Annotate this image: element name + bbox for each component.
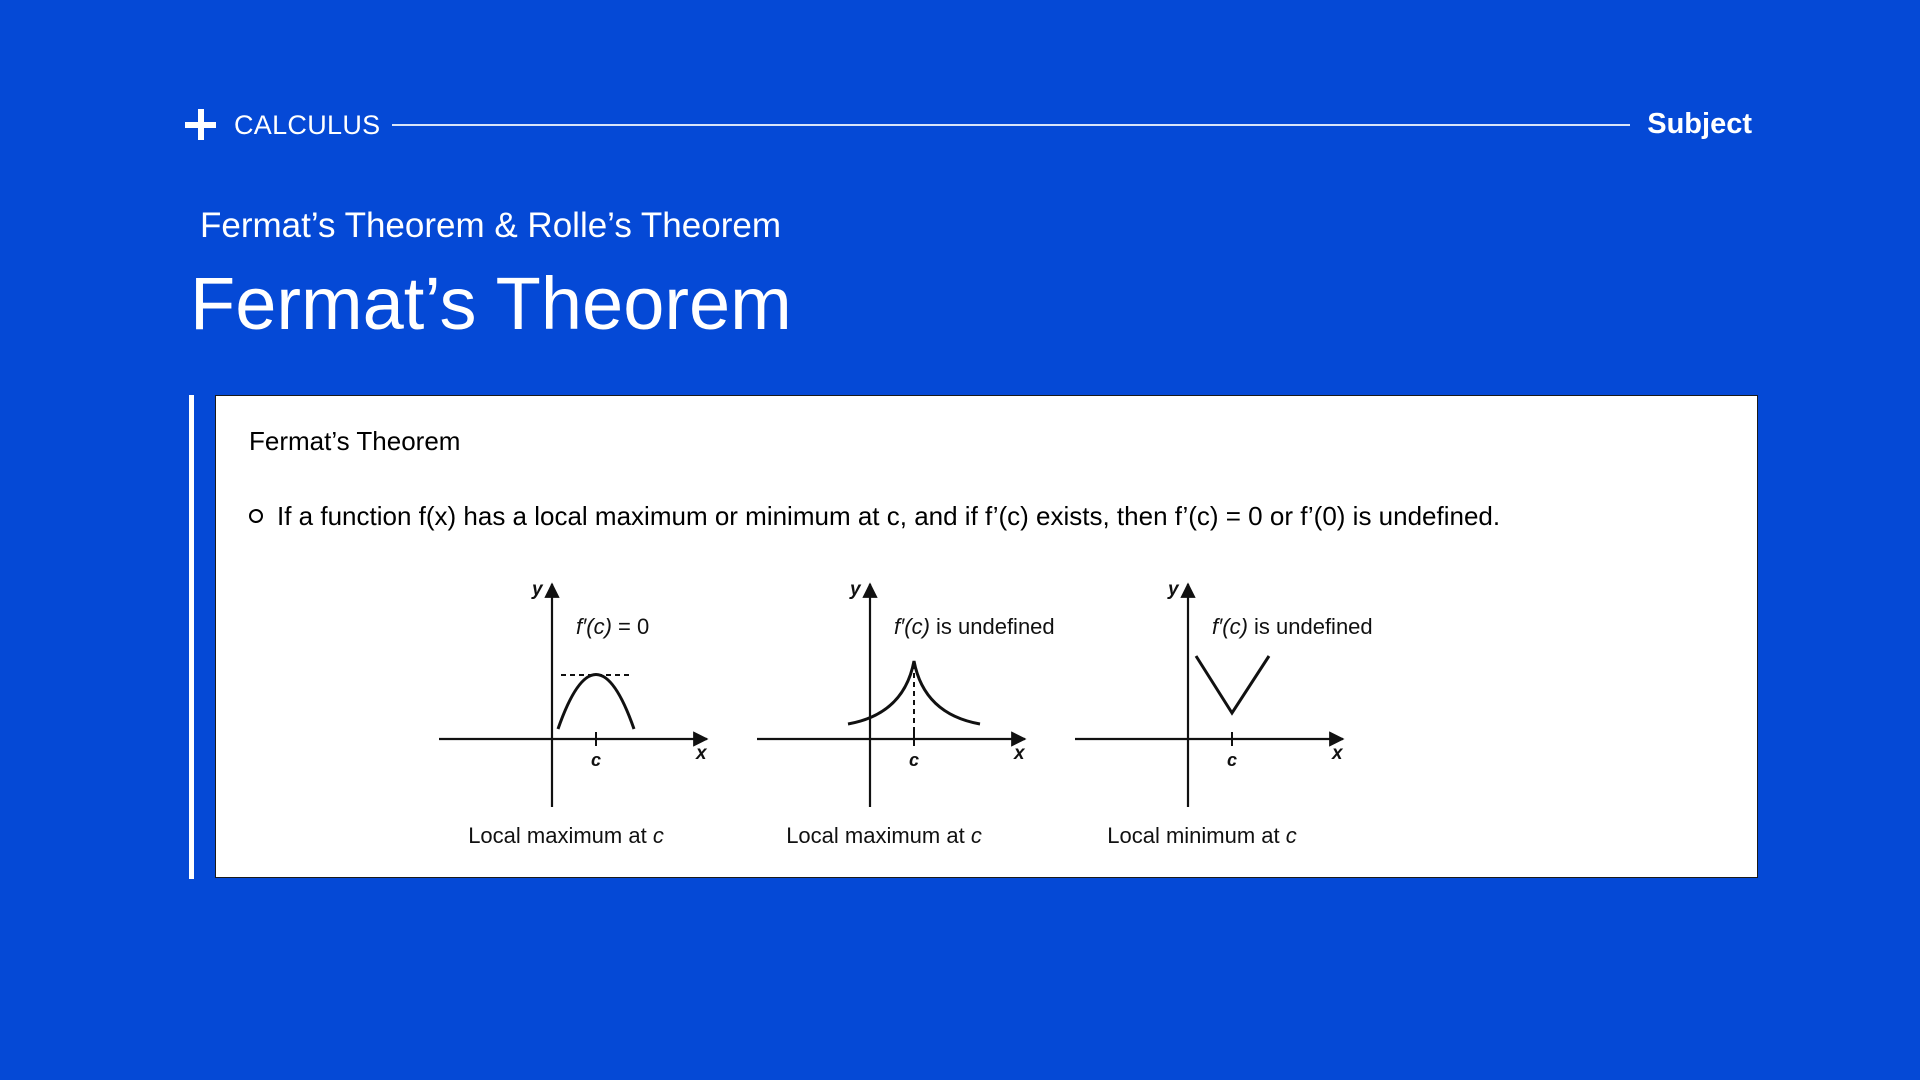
y-axis-label: y — [1168, 579, 1179, 600]
graph-smooth-maximum — [439, 579, 708, 848]
condition-label: f′(c) is undefined — [1212, 614, 1373, 639]
bullet-text: If a function f(x) has a local maximum or minimum at c, and if f’(c) exists, then f’(c) = 0 or f’(0) is undefined. — [277, 501, 1501, 531]
graph-caption: Local maximum at c — [786, 823, 982, 848]
section-label: CALCULUS — [234, 110, 381, 140]
c-label: c — [1226, 750, 1238, 770]
accent-bar — [189, 395, 194, 879]
x-axis-label: x — [696, 743, 707, 764]
fermat-graphs-figure — [216, 396, 1757, 877]
graph-cusp-maximum — [757, 579, 1055, 848]
card-heading: Fermat’s Theorem — [249, 426, 461, 456]
page-title: Fermat’s Theorem — [190, 262, 792, 345]
condition-label: f′(c) is undefined — [894, 614, 1055, 639]
graph-caption: Local maximum at c — [468, 823, 664, 848]
page-subtitle: Fermat’s Theorem & Rolle’s Theorem — [200, 206, 781, 245]
curve — [558, 675, 634, 730]
curve — [1196, 656, 1269, 713]
y-axis-label: y — [532, 579, 543, 600]
subject-label: Subject — [1647, 108, 1752, 140]
plus-icon — [185, 109, 216, 140]
condition-label: f′(c) = 0 — [576, 614, 650, 639]
content-card — [215, 395, 1758, 878]
x-axis-label: x — [1014, 743, 1025, 764]
c-label: c — [590, 750, 602, 770]
graph-caption: Local minimum at c — [1107, 823, 1297, 848]
header-divider — [392, 124, 1630, 126]
y-axis-label: y — [850, 579, 861, 600]
c-label: c — [908, 750, 920, 770]
x-axis-label: x — [1332, 743, 1343, 764]
graph-corner-minimum — [1075, 579, 1373, 848]
